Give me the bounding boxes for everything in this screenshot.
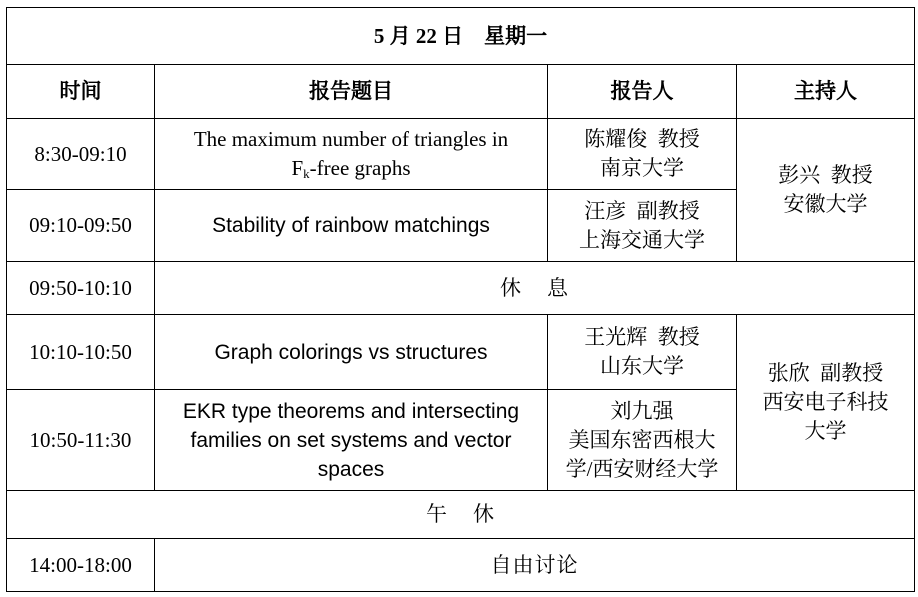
table-row — [7, 119, 915, 190]
topic-cell: Stability of rainbow matchings — [155, 190, 548, 262]
topic-line: spaces — [317, 457, 385, 481]
header-chair: 主持人 — [737, 65, 915, 119]
speaker-cell — [548, 315, 737, 390]
topic-subscript: k — [303, 166, 310, 181]
table-row — [7, 262, 915, 315]
lunch-cell: 午 休 — [7, 491, 915, 539]
chair-affiliation: 安徽大学 — [783, 192, 868, 216]
header-topic: 报告题目 — [155, 65, 548, 119]
time-cell: 10:10-10:50 — [7, 315, 155, 390]
table-row — [7, 315, 915, 390]
speaker-cell — [548, 119, 737, 190]
title-row — [7, 8, 915, 65]
topic-line: The maximum number of triangles in — [193, 127, 509, 151]
speaker-affiliation: 山东大学 — [600, 354, 684, 378]
speaker-name: 汪彦 副教授 — [584, 198, 700, 223]
schedule-wrapper — [6, 7, 915, 592]
header-time: 时间 — [7, 65, 155, 119]
chair-name: 彭兴 教授 — [778, 163, 873, 187]
chair-affiliation: 大学 — [804, 419, 847, 443]
topic-line: EKR type theorems and intersecting — [182, 399, 520, 423]
topic-cell — [155, 119, 548, 190]
chair-cell — [737, 119, 915, 262]
speaker-affiliation: 上海交通大学 — [579, 227, 705, 252]
table-row — [7, 491, 915, 539]
topic-line: families on set systems and vector — [190, 428, 512, 452]
chair-name: 张欣 副教授 — [767, 361, 884, 385]
speaker-name: 刘九强 — [610, 398, 674, 423]
speaker-cell — [548, 390, 737, 491]
time-cell: 09:50-10:10 — [7, 262, 155, 315]
break-cell: 休 息 — [155, 262, 915, 315]
topic-cell — [155, 390, 548, 491]
header-speaker: 报告人 — [548, 65, 737, 119]
time-cell: 09:10-09:50 — [7, 190, 155, 262]
speaker-name: 陈耀俊 教授 — [584, 127, 700, 151]
speaker-name: 王光辉 教授 — [584, 325, 700, 349]
schedule-table — [6, 7, 915, 592]
topic-line — [159, 154, 543, 183]
speaker-cell — [548, 190, 737, 262]
topic-f: F — [291, 156, 304, 180]
time-cell: 14:00-18:00 — [7, 539, 155, 592]
speaker-affiliation: 美国东密西根大 — [568, 427, 716, 452]
topic-cell: Graph colorings vs structures — [155, 315, 548, 390]
chair-affiliation: 西安电子科技 — [762, 390, 889, 414]
header-row — [7, 65, 915, 119]
chair-cell — [737, 315, 915, 491]
topic-suffix: -free graphs — [309, 156, 411, 180]
speaker-affiliation: 学/西安财经大学 — [565, 456, 719, 481]
activity-cell: 自由讨论 — [155, 539, 915, 592]
schedule-title: 5 月 22 日 星期一 — [7, 8, 915, 65]
time-cell: 10:50-11:30 — [7, 390, 155, 491]
speaker-affiliation: 南京大学 — [600, 156, 684, 180]
table-row — [7, 539, 915, 592]
time-cell: 8:30-09:10 — [7, 119, 155, 190]
